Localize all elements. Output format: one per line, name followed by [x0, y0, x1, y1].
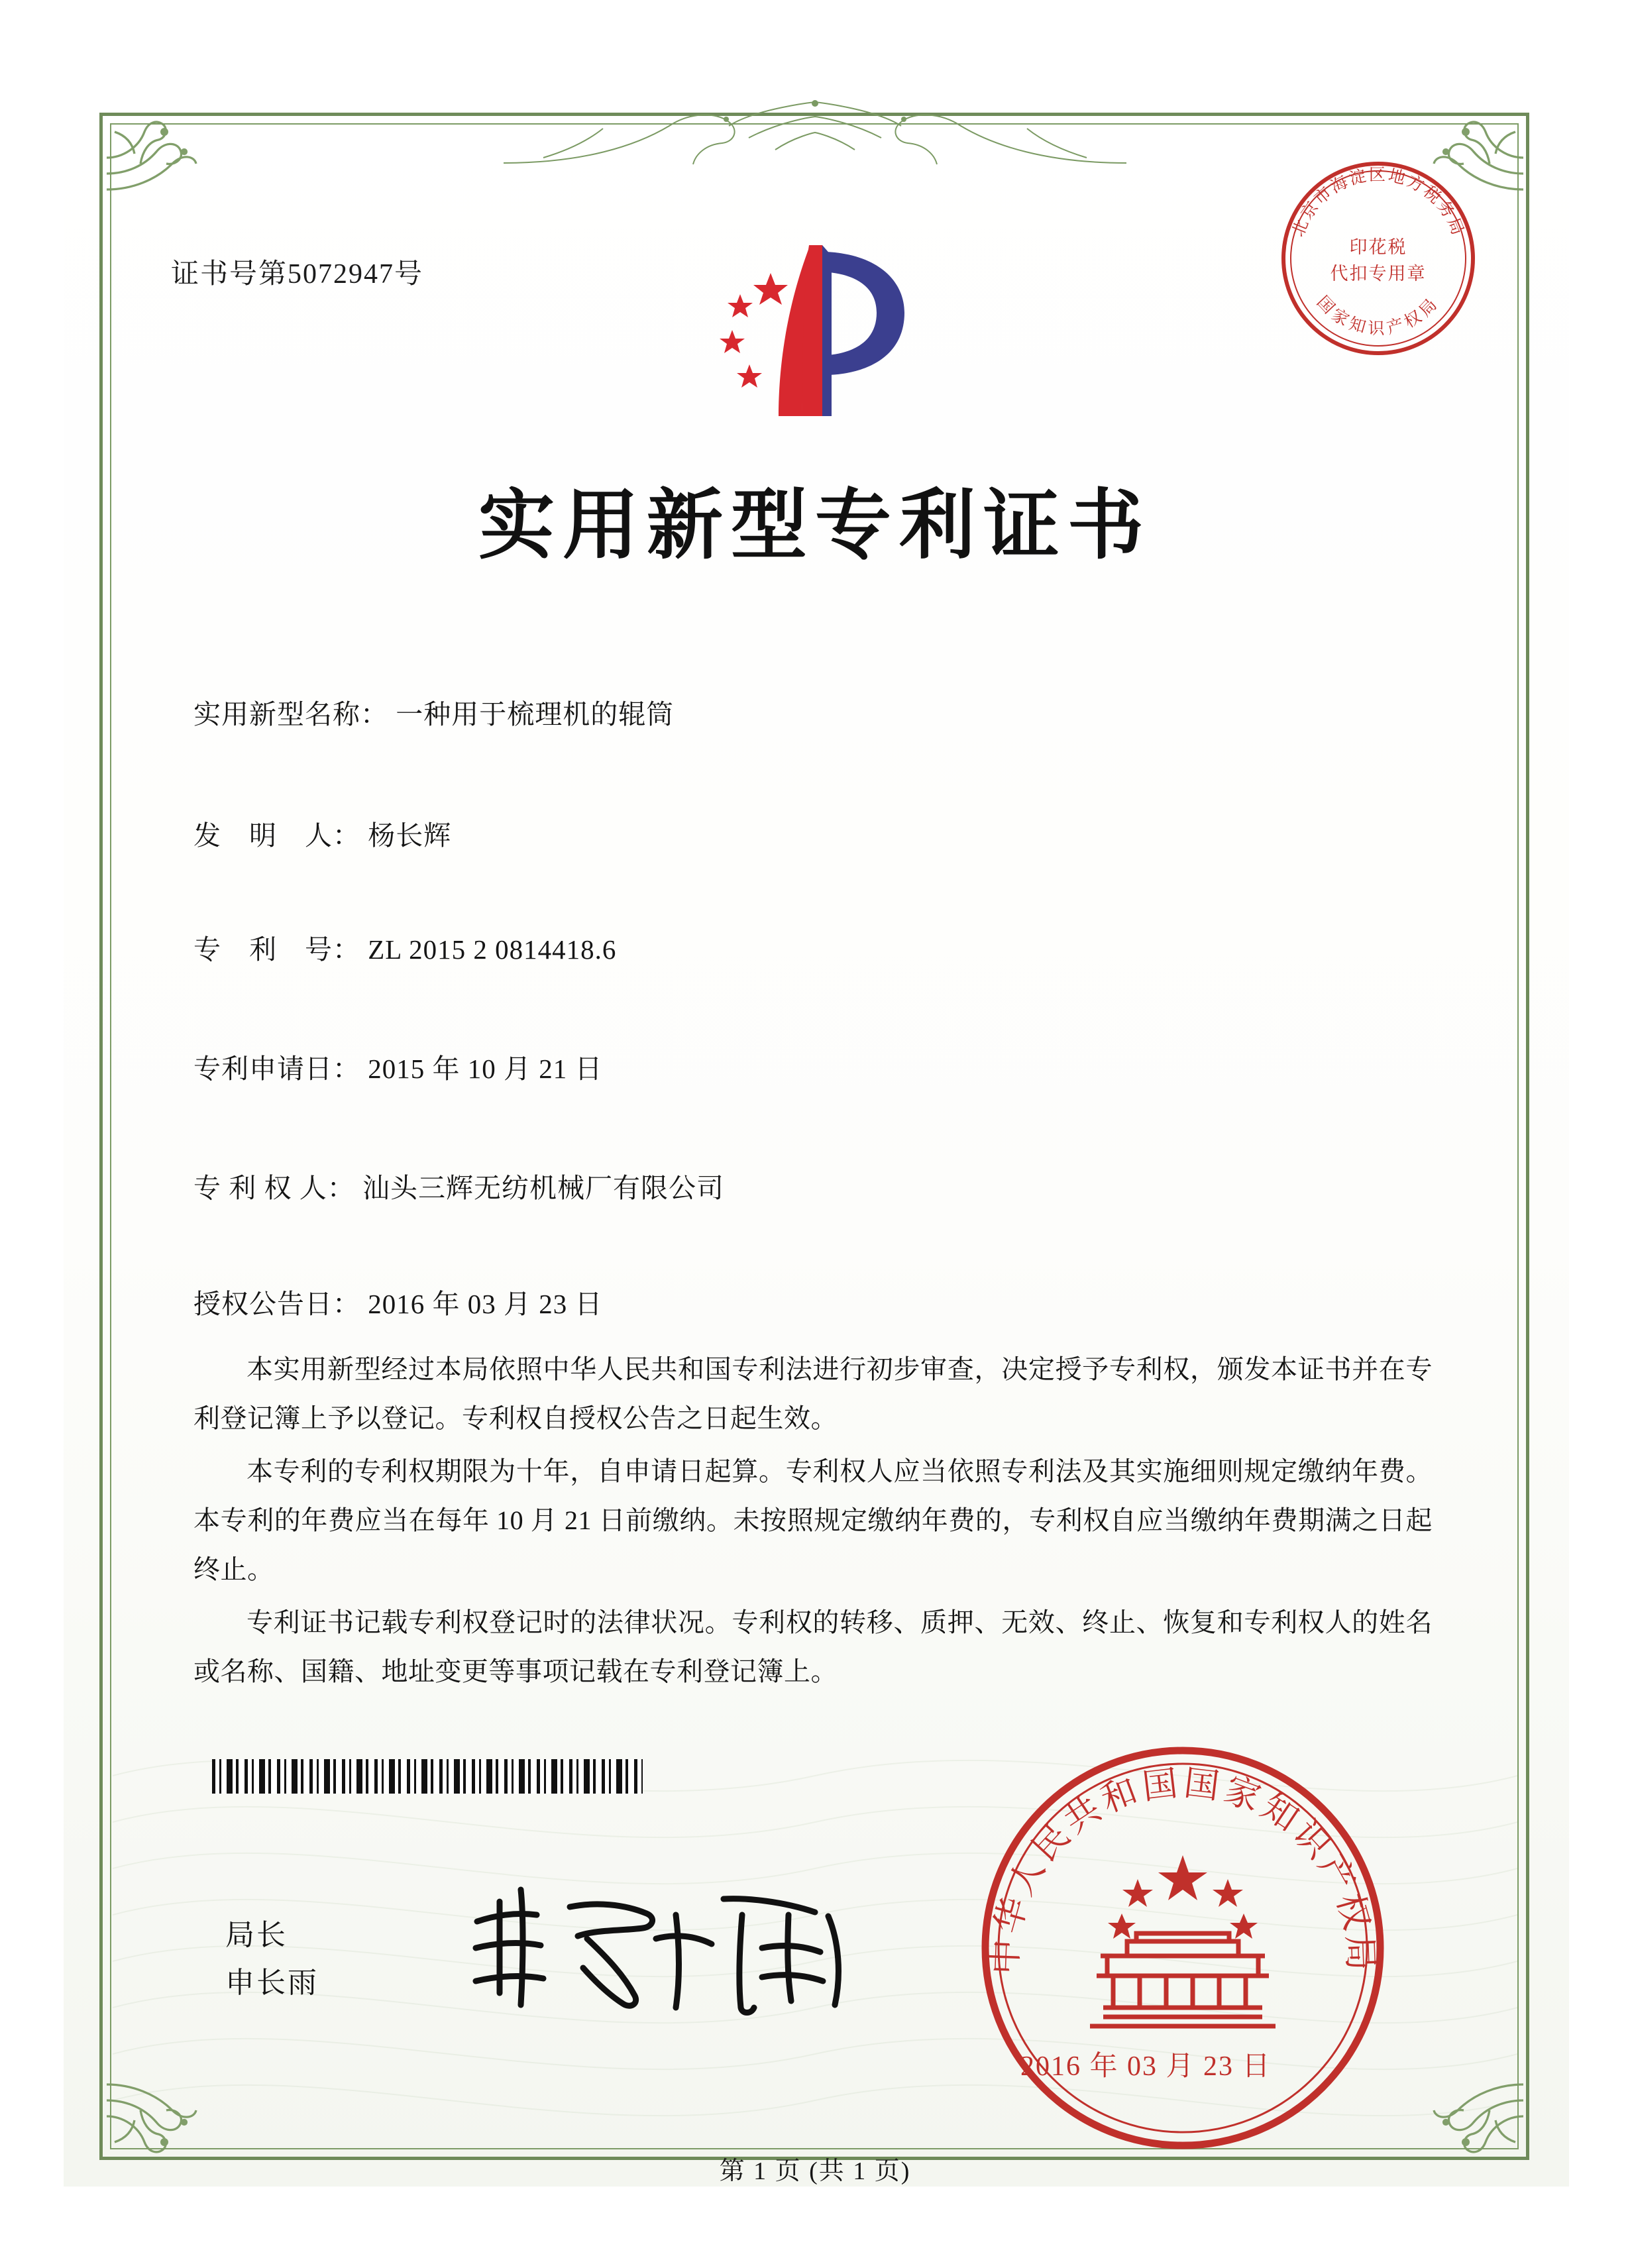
- signature-role-label: 局长: [225, 1919, 288, 1951]
- paragraph: 专利证书记载专利权登记时的法律状况。专利权的转移、质押、无效、终止、恢复和专利权人的姓名或名称、国籍、地址变更等事项记载在专利登记簿上。: [193, 1607, 1433, 1686]
- field-value: 2015 年 10 月 21 日: [368, 1053, 603, 1084]
- field-value: 2016 年 03 月 23 日: [368, 1289, 603, 1319]
- svg-text:中华人民共和国国家知识产权局: 中华人民共和国国家知识产权局: [985, 1762, 1381, 1975]
- paragraph: 本专利的专利权期限为十年，自申请日起算。专利权人应当依照专利法及其实施细则规定缴纳年费。本专利的年费应当在每年 10 月 21 日前缴纳。未按照规定缴纳年费的，专利权自应当缴纳年费期满之日起终止。: [193, 1456, 1433, 1584]
- seal-date: 2016 年 03 月 23 日: [1020, 2051, 1272, 2082]
- corner-ornament-icon: [105, 2057, 204, 2156]
- tax-seal-stamp: [1279, 159, 1478, 358]
- handwritten-signature: [457, 1875, 868, 2021]
- field-application-date: [193, 1047, 603, 1086]
- field-label: 专 利 权 人：: [193, 1173, 355, 1203]
- field-value: ZL 2015 2 0814418.6: [368, 934, 617, 965]
- barcode: [212, 1759, 643, 1794]
- top-ornament-icon: [504, 99, 1126, 172]
- certificate-number: 证书号第5072947号: [171, 259, 424, 290]
- page-footer: 第 1 页 (共 1 页): [719, 2157, 911, 2185]
- field-inventor: [193, 814, 451, 853]
- field-label: 实用新型名称：: [193, 699, 388, 729]
- field-value: 杨长辉: [368, 820, 452, 851]
- page-title: 实用新型专利证书: [478, 480, 1152, 570]
- svg-text:代扣专用章: 代扣专用章: [1330, 264, 1427, 284]
- field-grant-announcement-date: [193, 1282, 603, 1321]
- patent-office-logo-icon: [686, 239, 951, 431]
- body-text: [193, 1345, 1433, 1700]
- signature-name-label: 申长雨: [225, 1967, 319, 1999]
- field-patentee: [193, 1166, 724, 1205]
- field-label: 授权公告日：: [193, 1289, 360, 1319]
- svg-text:国家知识产权局: 国家知识产权局: [1313, 292, 1444, 339]
- field-value: 汕头三辉无纺机械厂有限公司: [362, 1173, 724, 1203]
- signature-block: [225, 1912, 319, 2007]
- svg-text:印花税: 印花税: [1349, 237, 1407, 258]
- svg-text:北京市海淀区地方税务局: 北京市海淀区地方税务局: [1287, 165, 1469, 240]
- field-value: 一种用于梳理机的辊筒: [396, 699, 675, 729]
- corner-ornament-icon: [105, 118, 204, 217]
- corner-ornament-icon: [1426, 2057, 1525, 2156]
- field-utility-model-name: [193, 692, 674, 731]
- field-patent-number: [193, 928, 616, 967]
- field-label: 发 明 人：: [193, 820, 360, 851]
- field-label: 专利申请日：: [193, 1053, 360, 1084]
- field-label: 专 利 号：: [193, 934, 360, 965]
- paragraph: 本实用新型经过本局依照中华人民共和国专利法进行初步审查，决定授予专利权，颁发本证书并在专利登记簿上予以登记。专利权自授权公告之日起生效。: [193, 1354, 1433, 1433]
- official-round-seal: [977, 1743, 1388, 2153]
